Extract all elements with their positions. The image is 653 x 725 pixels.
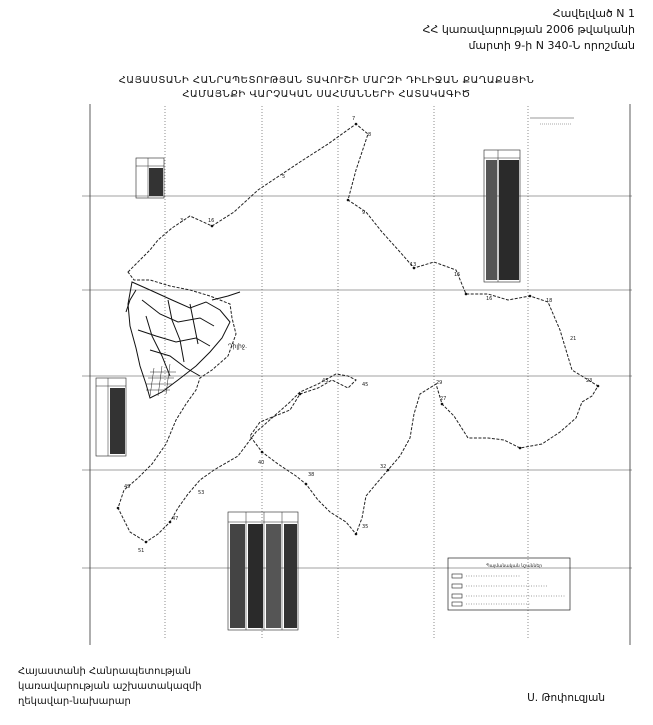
svg-text:9: 9 xyxy=(362,210,366,216)
place-label: Դիլիջ. xyxy=(228,343,248,350)
svg-text:7: 7 xyxy=(352,116,356,122)
map-title-line1: ՀԱՅԱՍՏԱՆԻ ՀԱՆՐԱՊԵՏՈՒԹՅԱՆ ՏԱՎՈՒՇԻ ՄԱՐԶԻ ԴԻԼԻՋԱՆ ՔԱՂԱՔԱՅԻՆ xyxy=(118,75,535,86)
svg-text:40: 40 xyxy=(258,460,265,466)
signatory-line2: կառավարության աշխատակազմի xyxy=(18,681,202,692)
svg-text:38: 38 xyxy=(308,472,315,478)
signatory-block xyxy=(18,664,202,709)
svg-text:16: 16 xyxy=(208,218,215,224)
svg-text:43: 43 xyxy=(322,378,329,384)
signatory-line3: ղեկավար-նախարար xyxy=(18,696,131,707)
signatory-name: Ս. Թոփուզյան xyxy=(527,692,605,704)
svg-text:8: 8 xyxy=(368,132,372,138)
svg-text:23: 23 xyxy=(586,378,593,384)
legend-title: Պայմանական նշաններ xyxy=(486,564,543,569)
decision-reference: մարտի 9-ի N 340-Ն որոշման xyxy=(468,39,635,52)
svg-text:18: 18 xyxy=(546,298,553,304)
boundary-points xyxy=(117,123,600,544)
coordinate-table-bottom xyxy=(228,512,298,630)
legend-box xyxy=(448,558,570,610)
svg-text:3: 3 xyxy=(180,218,184,224)
svg-text:21: 21 xyxy=(570,336,577,342)
svg-text:29: 29 xyxy=(436,380,443,386)
grid-lines xyxy=(82,106,632,640)
coordinate-table-small xyxy=(136,158,164,198)
svg-text:53: 53 xyxy=(198,490,205,496)
coordinate-table-left xyxy=(96,378,126,456)
svg-text:27: 27 xyxy=(440,396,447,402)
government-reference: ՀՀ կառավարության 2006 թվականի xyxy=(422,23,635,36)
coordinate-table-right xyxy=(484,150,520,282)
map-title-line2: ՀԱՄԱՅՆՔԻ ՎԱՐՉԱԿԱՆ ՍԱՀՄԱՆՆԵՐԻ ՀԱՏԱԿԱԳԻԾ xyxy=(182,89,471,100)
svg-text:32: 32 xyxy=(380,464,387,470)
svg-text:51: 51 xyxy=(138,548,145,554)
point-numbers xyxy=(124,116,592,554)
svg-text:16: 16 xyxy=(486,296,493,302)
appendix-number: Հավելված N 1 xyxy=(552,7,635,20)
city-area xyxy=(126,282,240,398)
svg-text:5: 5 xyxy=(282,174,286,180)
svg-text:35: 35 xyxy=(362,524,369,530)
svg-text:15: 15 xyxy=(454,272,461,278)
svg-text:49: 49 xyxy=(124,484,131,490)
svg-text:47: 47 xyxy=(172,516,179,522)
signatory-line1: Հայաստանի Հանրապետության xyxy=(18,666,192,677)
map-frame xyxy=(90,104,630,645)
city-grid xyxy=(146,364,176,396)
svg-text:45: 45 xyxy=(362,382,369,388)
scale-note xyxy=(530,118,574,124)
administrative-boundary xyxy=(118,124,598,542)
svg-text:13: 13 xyxy=(410,262,417,268)
